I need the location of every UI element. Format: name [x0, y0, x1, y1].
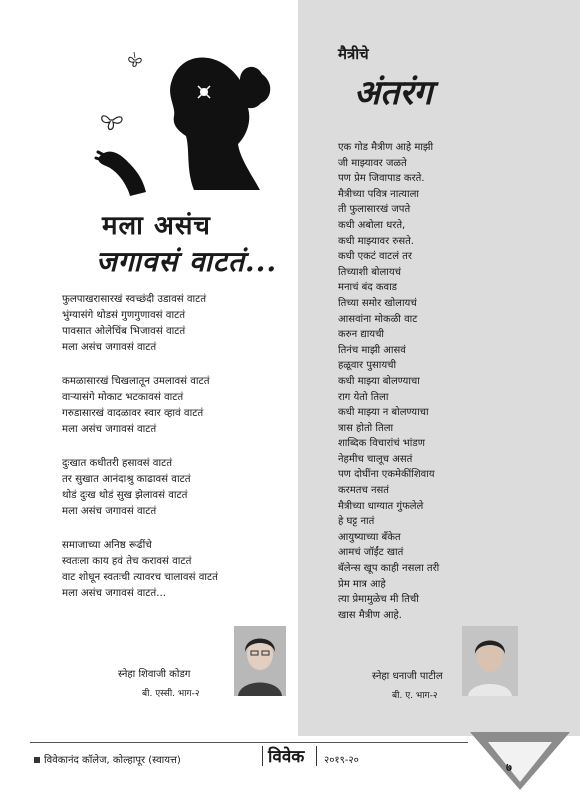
- poem-line: कमळासारखं चिखलातून उमलावसं वाटतं: [62, 376, 210, 387]
- poem-line: पण दोघींना एकमेकींशिवाय: [338, 469, 435, 481]
- poem-line: त्या प्रेमामुळेच मी तिची: [338, 594, 419, 606]
- poem-line: तिच्याशी बोलायचं: [338, 266, 402, 278]
- left-title-line1: मला असंच: [102, 211, 211, 241]
- poem-line: मला असंच जगावसं वाटतं...: [62, 588, 166, 599]
- left-title-line2: जगावसं वाटतं...: [96, 245, 278, 278]
- poem-line: आमचं जॉईंट खातं: [338, 547, 404, 559]
- page-corner-triangle-icon: [470, 720, 570, 790]
- poem-line: कधी एकटं वाटलं तर: [338, 251, 412, 263]
- author-photo: [234, 626, 286, 696]
- poem-line: गरुडासारखं वादळावर स्वार व्हावं वाटतं: [62, 408, 204, 419]
- poem-line: आयुष्याच्या बँकेत: [338, 531, 401, 543]
- poem-line: फुलपाखरासारखं स्वच्छंदी उडावसं वाटतं: [62, 294, 207, 305]
- right-author-name: स्नेहा धनाजी पाटील: [372, 671, 443, 682]
- bullet-square-icon: [34, 757, 40, 763]
- poem-line: खास मैत्रीण आहे.: [338, 609, 402, 621]
- poem-line: कधी अबोला धरते,: [338, 219, 406, 231]
- right-title-line2: अंतरंग: [354, 73, 433, 113]
- poem-line: तर सुखात आनंदाश्रु काढावसं वाटतं: [62, 474, 191, 485]
- right-poem-title: [338, 44, 478, 124]
- poem-line: मैत्रीच्या धाग्यात गुंफलेले: [338, 500, 424, 512]
- right-poem-body: [338, 140, 568, 623]
- poem-line: पावसात ओलेचिंब भिजावसं वाटतं: [62, 326, 186, 337]
- poem-line: जी माझ्यावर जळते: [338, 157, 407, 169]
- butterfly-icon: [129, 52, 142, 67]
- stanza: [62, 456, 298, 520]
- butterfly-icon: [102, 116, 122, 130]
- poem-line: मला असंच जगावसं वाटतं: [62, 506, 157, 517]
- poem-line: कधी माझ्या बोलण्याचा: [338, 375, 420, 387]
- footer-college: [34, 752, 181, 766]
- footer-rule: [30, 742, 468, 743]
- author-photo: [462, 626, 518, 696]
- poem-line: बॅलेन्स खूप काही नसला तरी: [338, 563, 440, 575]
- poem-line: थोडं दुःख थोडं सुख झेलावसं वाटतं: [62, 490, 188, 501]
- poem-line: दुःखात कधीतरी हसावसं वाटतं: [62, 458, 173, 469]
- poem-line: राग येतो तिला: [338, 391, 389, 403]
- right-author-class: बी. ए. भाग-२: [392, 691, 438, 701]
- poem-line: एक गोड मैत्रीण आहे माझी: [338, 142, 434, 153]
- poem-line: ती फुलासारखं जपते: [338, 204, 411, 216]
- poem-line: नेहमीच चालूच असतं: [338, 453, 413, 465]
- poem-line: भुंग्यासंगे थोडसं गुणगुणावसं वाटतं: [62, 310, 186, 321]
- poem-line: मला असंच जगावसं वाटतं: [62, 424, 157, 435]
- poem-line: कधी माझ्या न बोलण्याचा: [338, 407, 429, 419]
- poem-line: तिनंच माझी आसवं: [338, 344, 406, 356]
- poem-line: वाऱ्यासंगे मोकाट भटकावसं वाटतं: [62, 392, 184, 403]
- poem-line: आसवांना मोकळी वाट: [338, 313, 418, 325]
- footer-college-text: विवेकानंद कॉलेज, कोल्हापूर (स्वायत्त): [44, 755, 181, 766]
- poem-line: प्रेम मात्र आहे: [338, 578, 386, 590]
- stanza: [62, 292, 298, 356]
- girl-silhouette-icon: [90, 40, 280, 200]
- poem-line: पण प्रेम जिवापाड करते.: [338, 173, 425, 185]
- poem-line: शाब्दिक विचारांचं भांडण: [338, 438, 425, 450]
- poem-line: करमतच नसतं: [338, 485, 389, 497]
- left-poem-title: [96, 206, 296, 286]
- stanza: [62, 538, 298, 602]
- poem-line: मनाचं बंद कवाड: [338, 282, 398, 294]
- footer-divider: [316, 746, 317, 766]
- poem-line: वाट शोधून स्वतःची त्यावरच चालावसं वाटतं: [62, 572, 218, 583]
- page-number: ७: [506, 761, 512, 774]
- poem-line: तिच्या समोर खोलायचं: [338, 297, 417, 309]
- poem-line: मैत्रीच्या पवित्र नात्याला: [338, 188, 419, 200]
- footer-brand: विवेक: [268, 747, 305, 767]
- footer-year: २०१९-२०: [324, 755, 359, 766]
- stanza: [62, 374, 298, 438]
- poem-line: हे घट्ट नातं: [338, 516, 375, 528]
- poem-line: त्रास होतो तिला: [338, 422, 394, 434]
- poem-line: समाजाच्या अनिष्ठ रूढींचे: [62, 540, 152, 551]
- poem-line: कधी माझ्यावर रुसते.: [338, 235, 414, 247]
- left-author-class: बी. एस्सी. भाग-२: [142, 689, 200, 699]
- left-author-name: स्नेहा शिवाजी कोडग: [118, 669, 191, 680]
- poem-line: हळूवार पुसायची: [338, 360, 397, 372]
- left-poem-body: [62, 292, 298, 620]
- footer-divider: [262, 746, 263, 766]
- poem-line: मला असंच जगावसं वाटतं: [62, 342, 157, 353]
- right-title-line1: मैत्रीचे: [338, 45, 369, 63]
- poem-line: स्वतःला काय हवं तेच करावसं वाटतं: [62, 556, 192, 567]
- poem-line: करुन द्यायची: [338, 329, 385, 341]
